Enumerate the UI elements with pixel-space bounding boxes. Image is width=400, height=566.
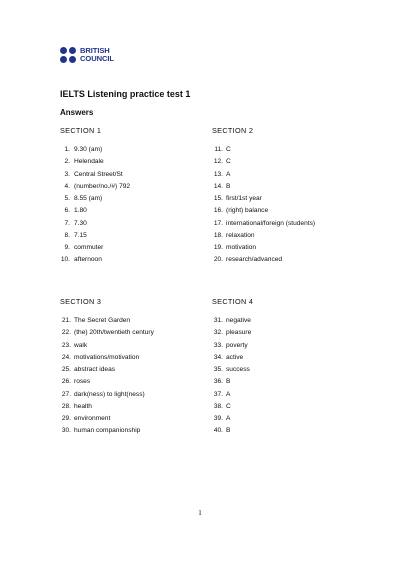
answer-text: first/1st year <box>226 195 262 202</box>
answer-text: human companionship <box>74 427 141 435</box>
answer-text: (right) balance <box>226 207 269 215</box>
answer-text: success <box>226 366 250 373</box>
answer-text: Central Street/St <box>74 170 123 178</box>
answer-number: 5. <box>64 195 70 202</box>
section-3-heading: SECTION 3 <box>60 297 102 306</box>
answer-number: 14. <box>213 182 223 190</box>
answer-number: 3. <box>64 170 70 178</box>
answer-number: 40. <box>213 427 223 435</box>
logo-line-1: BRITISH <box>80 46 110 55</box>
answer-text: negative <box>226 317 251 324</box>
answer-item <box>212 193 315 205</box>
answer-text: dark(ness) to light(ness) <box>74 390 145 398</box>
answer-text: poverty <box>226 341 248 349</box>
answer-item <box>212 389 251 401</box>
answer-number: 11. <box>214 146 223 153</box>
answer-text: C <box>226 146 231 153</box>
answer-item <box>212 230 315 242</box>
answer-item <box>212 364 251 376</box>
answer-number: 26. <box>61 378 71 386</box>
answer-item <box>212 181 315 193</box>
answer-text: B <box>226 378 231 386</box>
answer-text: (the) 20th/twentieth century <box>74 329 154 337</box>
answer-number: 20. <box>213 256 223 264</box>
answer-number: 17. <box>213 219 223 227</box>
answer-number: 15. <box>213 195 223 202</box>
section-1-heading: SECTION 1 <box>60 126 102 135</box>
answer-text: 1.80 <box>74 207 87 215</box>
answer-item <box>212 340 251 352</box>
answer-number: 9. <box>64 244 70 251</box>
answer-item <box>212 242 315 254</box>
answer-number: 10. <box>60 256 70 264</box>
answer-text: A <box>226 415 231 422</box>
answer-number: 31. <box>213 317 223 324</box>
answer-number: 34. <box>213 353 223 361</box>
answer-item <box>60 218 130 230</box>
answer-text: abstract ideas <box>74 366 116 373</box>
answer-number: 37. <box>213 390 223 398</box>
answer-text: environment <box>74 415 111 422</box>
answer-item <box>60 230 130 242</box>
answer-item <box>212 169 315 181</box>
answer-text: Helendale <box>74 158 104 166</box>
answer-text: 7.30 <box>74 219 87 227</box>
answer-number: 23. <box>61 341 71 349</box>
answer-text: active <box>226 353 244 361</box>
answer-item <box>212 254 315 266</box>
answer-number: 18. <box>213 231 223 239</box>
section-1-answers <box>60 144 130 267</box>
answer-text: afternoon <box>74 256 102 264</box>
answer-number: 35. <box>213 366 223 373</box>
answer-item <box>60 315 154 327</box>
answer-text: The Secret Garden <box>74 317 131 324</box>
answer-text: health <box>74 402 92 410</box>
answer-item <box>212 352 251 364</box>
answer-text: 8.55 (am) <box>74 195 103 202</box>
page-subtitle: Answers <box>60 108 94 117</box>
answer-number: 36. <box>213 378 223 386</box>
answer-item <box>212 156 315 168</box>
answer-item <box>60 376 154 388</box>
answer-item <box>60 144 130 156</box>
answer-item <box>212 376 251 388</box>
answer-item <box>60 425 154 437</box>
answer-number: 29. <box>61 415 71 422</box>
answer-item <box>212 218 315 230</box>
section-4-heading: SECTION 4 <box>212 297 254 306</box>
answer-item <box>212 425 251 437</box>
answer-text: 7.15 <box>74 231 87 239</box>
logo-wordmark <box>80 47 114 63</box>
answer-text: research/advanced <box>226 256 283 264</box>
answer-text: C <box>226 158 231 166</box>
section-2-heading: SECTION 2 <box>212 126 254 135</box>
answer-item <box>60 327 154 339</box>
answer-number: 27. <box>61 390 71 398</box>
answer-number: 32. <box>213 329 223 337</box>
answer-item <box>60 352 154 364</box>
answer-item <box>212 205 315 217</box>
answer-number: 12. <box>213 158 223 166</box>
answer-text: walk <box>74 341 88 349</box>
answer-item <box>60 401 154 413</box>
british-council-logo <box>60 47 114 63</box>
section-2-answers <box>212 144 315 267</box>
answer-item <box>212 144 315 156</box>
answer-item <box>60 205 130 217</box>
section-4-answers <box>212 315 251 438</box>
answer-number: 28. <box>61 402 71 410</box>
answer-number: 16. <box>213 207 223 215</box>
answer-text: B <box>226 182 231 190</box>
answer-text: commuter <box>74 244 104 251</box>
answer-text: pleasure <box>226 329 252 337</box>
answer-number: 7. <box>64 219 70 227</box>
answer-text: 9.30 (am) <box>74 146 103 153</box>
answer-number: 24. <box>61 353 71 361</box>
answer-item <box>60 181 130 193</box>
answer-number: 22. <box>61 329 71 337</box>
answer-number: 2. <box>64 158 70 166</box>
answer-number: 38. <box>213 402 223 410</box>
page-title: IELTS Listening practice test 1 <box>60 89 191 99</box>
answer-item <box>212 413 251 425</box>
answer-text: relaxation <box>226 231 255 239</box>
answer-text: A <box>226 390 231 398</box>
answer-text: motivations/motivation <box>74 353 140 361</box>
logo-dots-icon <box>60 47 76 63</box>
answer-number: 21. <box>61 317 71 324</box>
answer-item <box>60 340 154 352</box>
answer-item <box>212 315 251 327</box>
answer-text: (number/no./#) 792 <box>74 182 131 190</box>
answer-item <box>212 401 251 413</box>
answer-number: 8. <box>64 231 70 239</box>
answer-item <box>60 156 130 168</box>
logo-line-2: COUNCIL <box>80 54 114 63</box>
answer-text: roses <box>74 378 91 386</box>
answer-number: 25. <box>61 366 71 373</box>
answer-number: 1. <box>64 146 70 153</box>
answer-item <box>60 169 130 181</box>
answer-item <box>60 413 154 425</box>
answer-item <box>60 364 154 376</box>
answer-text: international/foreign (students) <box>226 219 316 227</box>
answer-text: B <box>226 427 231 435</box>
answer-text: A <box>226 170 231 178</box>
answer-number: 19. <box>213 244 223 251</box>
answer-text: motivation <box>226 244 257 251</box>
answer-item <box>60 389 154 401</box>
answer-number: 6. <box>64 207 70 215</box>
answer-number: 33. <box>213 341 223 349</box>
answer-text: C <box>226 402 231 410</box>
answer-item <box>60 254 130 266</box>
answer-number: 13. <box>213 170 223 178</box>
section-3-answers <box>60 315 154 438</box>
answer-item <box>60 242 130 254</box>
page-number: 1 <box>198 508 202 517</box>
answer-number: 39. <box>213 415 223 422</box>
answer-number: 4. <box>64 182 70 190</box>
answer-number: 30. <box>61 427 71 435</box>
answer-item <box>60 193 130 205</box>
answer-item <box>212 327 251 339</box>
